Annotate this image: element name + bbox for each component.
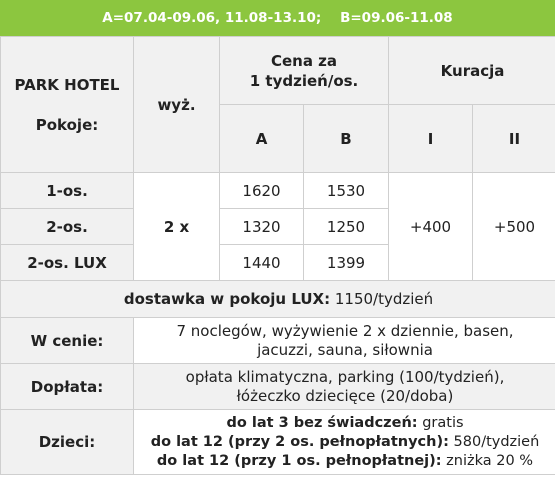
room-name: 2-os. [1, 209, 134, 245]
children-line [138, 433, 552, 452]
children-price: 580/tydzień [453, 433, 540, 450]
price-b: 1250 [304, 209, 389, 245]
children-label: Dzieci: [1, 410, 134, 475]
price-header-line2: 1 tydzień/os. [249, 71, 359, 90]
treatment-header: Kuracja [389, 37, 555, 105]
surcharge-label: Dopłata: [1, 364, 134, 410]
surcharge-text [134, 364, 555, 410]
surcharge-line2: łóżeczko dziecięce (20/doba) [236, 386, 454, 405]
included-label: W cenie: [1, 318, 134, 364]
hotel-title: PARK HOTEL [14, 75, 120, 94]
col-b-header: B [304, 105, 389, 173]
price-table [0, 36, 555, 475]
hotel-header-cell [1, 37, 134, 173]
included-line1: 7 noclegów, wyżywienie 2 x dziennie, basen, [176, 321, 514, 340]
price-b: 1399 [304, 245, 389, 281]
board-header: wyż. [134, 37, 220, 173]
extra-bed-row [1, 281, 555, 318]
col-a-header: A [220, 105, 304, 173]
children-price: zniżka 20 % [446, 452, 534, 469]
included-text [134, 318, 555, 364]
extra-bed-value: 1150/tydzień [334, 290, 434, 308]
surcharge-line1: opłata klimatyczna, parking (100/tydzień), [185, 367, 505, 386]
price-b: 1530 [304, 173, 389, 209]
col-ii-header: II [473, 105, 555, 173]
price-a: 1620 [220, 173, 304, 209]
rooms-label: Pokoje: [35, 115, 99, 134]
included-line2: jacuzzi, sauna, siłownia [257, 340, 433, 359]
room-name: 2-os. LUX [1, 245, 134, 281]
extra-bed-label: dostawka w pokoju LUX: [123, 290, 331, 308]
children-condition: do lat 3 bez świadczeń: [226, 414, 418, 431]
col-i-header: I [389, 105, 473, 173]
board-value: 2 x [134, 173, 220, 281]
price-a: 1320 [220, 209, 304, 245]
price-header [220, 37, 389, 105]
room-name: 1-os. [1, 173, 134, 209]
children-condition: do lat 12 (przy 1 os. pełnopłatnej): [156, 452, 442, 469]
children-price: gratis [422, 414, 464, 431]
season-banner: A=07.04-09.06, 11.08-13.10; B=09.06-11.08 [0, 0, 555, 36]
children-line [138, 414, 552, 433]
treatment-i-value: +400 [389, 173, 473, 281]
treatment-ii-value: +500 [473, 173, 555, 281]
children-text [134, 410, 555, 475]
price-header-line1: Cena za [270, 51, 338, 70]
price-a: 1440 [220, 245, 304, 281]
children-line [138, 452, 552, 471]
children-condition: do lat 12 (przy 2 os. pełnopłatnych): [150, 433, 449, 450]
